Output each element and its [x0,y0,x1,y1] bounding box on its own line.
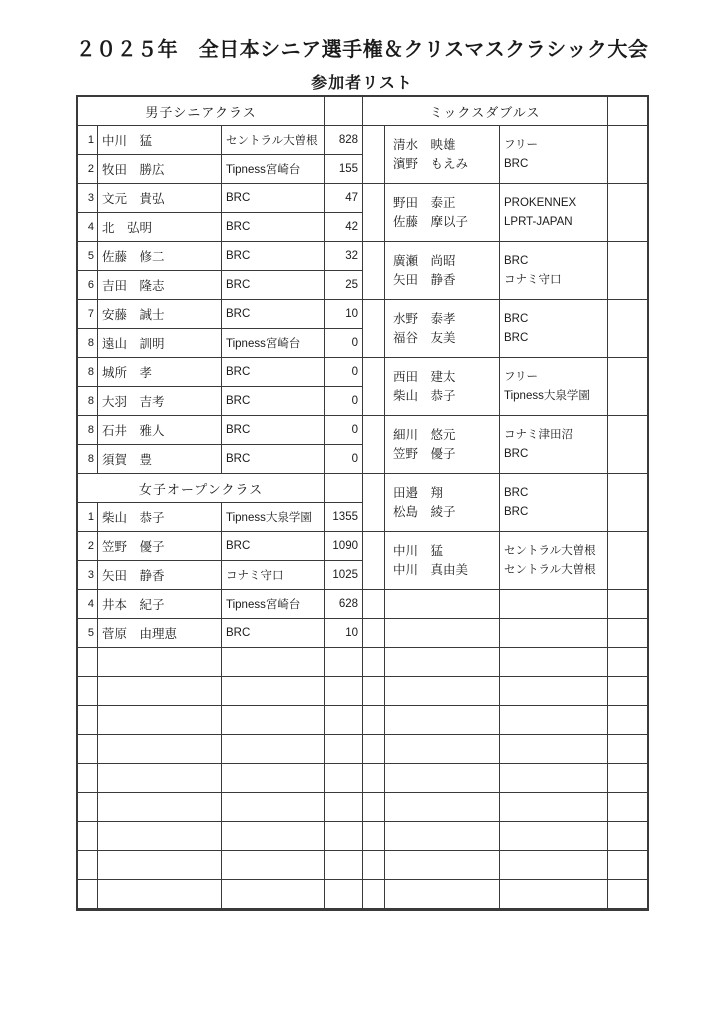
pair-clubs-cell [500,416,608,474]
empty-cell [500,590,608,619]
empty-cell [222,764,325,793]
club-cell: Tipness宮崎台 [222,155,325,184]
player2-name: 濱野 もえみ [393,156,469,171]
player2-club: Tipness大泉学園 [504,389,590,402]
club-cell: BRC [222,271,325,300]
player2-name: 矢田 静香 [393,272,456,287]
player2-club: LPRT-JAPAN [504,215,573,228]
empty-row [78,706,363,735]
spacer-cell [363,648,385,677]
empty-cell [325,793,363,822]
empty-cell [98,880,222,909]
player-name-cell: 遠山 訓明 [98,329,222,358]
pair-points-cell [608,184,647,242]
player-row [78,532,363,561]
player2-name: 笠野 優子 [393,446,456,461]
player-name-cell: 北 弘明 [98,213,222,242]
player2-name: 福谷 友美 [393,330,456,345]
pair-names-cell [385,126,500,184]
empty-row [78,764,363,793]
empty-cell [385,735,500,764]
left-empty-rows-group [78,648,363,909]
player2-club: BRC [504,505,529,518]
pair-row [363,474,647,532]
empty-cell [385,822,500,851]
player-name-cell: 文元 貴弘 [98,184,222,213]
men-class-header-row [78,97,363,126]
empty-cell [500,822,608,851]
empty-cell [98,822,222,851]
player2-name: 柴山 恭子 [393,388,456,403]
points-cell: 1025 [325,561,363,590]
spacer-cell [363,619,385,648]
points-cell: 0 [325,416,363,445]
row-number-cell: 7 [78,300,98,329]
points-header-cell [325,97,363,126]
player-name-cell: 笠野 優子 [98,532,222,561]
empty-row [78,648,363,677]
player-row [78,445,363,474]
empty-row [78,677,363,706]
points-cell: 10 [325,300,363,329]
mixed-doubles-header-row [363,97,647,126]
empty-cell [222,735,325,764]
empty-row [78,735,363,764]
player-row [78,271,363,300]
empty-row [363,590,647,619]
spacer-cell [363,822,385,851]
row-number-cell: 3 [78,561,98,590]
points-cell: 0 [325,387,363,416]
club-cell: BRC [222,445,325,474]
empty-cell [222,880,325,909]
player-name-cell: 菅原 由理恵 [98,619,222,648]
pair-clubs-cell [500,358,608,416]
player1-name: 野田 泰正 [393,195,456,210]
club-cell: コナミ守口 [222,561,325,590]
row-number-cell: 5 [78,619,98,648]
empty-cell [500,793,608,822]
club-cell: Tipness宮崎台 [222,329,325,358]
empty-cell [78,648,98,677]
page-title: ２０２５年 全日本シニア選手権＆クリスマスクラシック大会 [75,39,649,61]
player-row [78,387,363,416]
mixed-doubles-table [363,97,647,909]
row-number-cell: 4 [78,590,98,619]
empty-cell [222,851,325,880]
empty-cell [385,764,500,793]
player1-name: 廣瀬 尚昭 [393,253,456,268]
pair-row [363,532,647,590]
empty-row [363,735,647,764]
women-rows-group [78,503,363,648]
player2-name: 佐藤 摩以子 [393,214,469,229]
spacer-cell [363,880,385,909]
pair-names-cell [385,184,500,242]
empty-cell [325,706,363,735]
empty-cell [222,648,325,677]
pair-rows-group [363,126,647,590]
empty-cell [78,706,98,735]
empty-cell [78,677,98,706]
player2-club: セントラル大曽根 [504,563,596,576]
empty-row [363,880,647,909]
empty-cell [222,793,325,822]
player-row [78,184,363,213]
participants-table [76,95,649,911]
row-number-cell: 8 [78,416,98,445]
empty-cell [385,590,500,619]
empty-cell [500,677,608,706]
pair-names-cell [385,242,500,300]
empty-row [78,822,363,851]
pair-clubs-cell [500,184,608,242]
player-name-cell: 柴山 恭子 [98,503,222,532]
empty-row [363,764,647,793]
player-name-cell: 牧田 勝広 [98,155,222,184]
points-cell: 1355 [325,503,363,532]
men-class-header-cell: 男子シニアクラス [78,97,325,126]
player1-name: 中川 猛 [393,543,444,558]
player2-name: 松島 綾子 [393,504,456,519]
points-cell: 0 [325,358,363,387]
empty-cell [98,677,222,706]
empty-cell [98,793,222,822]
pair-names-cell [385,300,500,358]
points-cell: 1090 [325,532,363,561]
empty-cell [500,648,608,677]
empty-cell [78,764,98,793]
spacer-cell [363,793,385,822]
row-number-cell: 1 [78,126,98,155]
player-name-cell: 矢田 静香 [98,561,222,590]
pair-points-cell [608,474,647,532]
pair-row [363,242,647,300]
row-number-cell: 4 [78,213,98,242]
empty-cell [98,648,222,677]
player-row [78,155,363,184]
player2-club: BRC [504,157,529,170]
club-cell: BRC [222,416,325,445]
empty-cell [78,793,98,822]
club-cell: BRC [222,242,325,271]
empty-cell [385,880,500,909]
empty-cell [608,764,647,793]
club-cell: Tipness大泉学園 [222,503,325,532]
club-cell: BRC [222,532,325,561]
empty-cell [500,735,608,764]
empty-cell [500,851,608,880]
spacer-cell [363,184,385,242]
pair-clubs-cell [500,474,608,532]
pair-names-cell [385,416,500,474]
player1-name: 田邉 翔 [393,485,444,500]
empty-cell [608,590,647,619]
player1-name: 西田 建太 [393,369,456,384]
player-name-cell: 井本 紀子 [98,590,222,619]
player-name-cell: 須賀 豊 [98,445,222,474]
empty-cell [78,735,98,764]
empty-cell [98,735,222,764]
empty-cell [78,822,98,851]
empty-row [363,706,647,735]
player1-club: セントラル大曽根 [504,544,596,557]
empty-cell [500,706,608,735]
spacer-cell [363,590,385,619]
empty-cell [608,677,647,706]
spacer-cell [363,764,385,793]
empty-cell [325,822,363,851]
right-empty-rows-group [363,590,647,909]
empty-cell [608,735,647,764]
player1-club: PROKENNEX [504,196,577,209]
club-cell: セントラル大曽根 [222,126,325,155]
player-row [78,242,363,271]
spacer-cell [363,735,385,764]
empty-cell [325,880,363,909]
row-number-cell: 8 [78,329,98,358]
pair-clubs-cell [500,300,608,358]
points-cell: 628 [325,590,363,619]
pair-clubs-cell [500,532,608,590]
pair-clubs-cell [500,126,608,184]
player2-club: BRC [504,331,529,344]
player-name-cell: 佐藤 修二 [98,242,222,271]
pair-row [363,126,647,184]
empty-cell [98,706,222,735]
points-cell: 828 [325,126,363,155]
empty-cell [385,793,500,822]
player1-name: 水野 泰孝 [393,311,456,326]
spacer-cell [363,677,385,706]
spacer-cell [363,416,385,474]
player-name-cell: 安藤 誠士 [98,300,222,329]
club-cell: BRC [222,387,325,416]
empty-cell [325,677,363,706]
points-cell: 47 [325,184,363,213]
player-row [78,126,363,155]
row-number-cell: 8 [78,445,98,474]
pair-points-cell [608,358,647,416]
player-row [78,213,363,242]
player-row [78,300,363,329]
player2-club: コナミ守口 [504,273,562,286]
empty-cell [385,677,500,706]
player1-club: フリー [504,370,539,383]
empty-cell [385,851,500,880]
row-number-cell: 8 [78,387,98,416]
empty-cell [608,648,647,677]
spacer-cell [363,242,385,300]
empty-cell [500,764,608,793]
pair-row [363,300,647,358]
men-rows-group [78,126,363,474]
player1-club: コナミ津田沼 [504,428,573,441]
points-cell: 0 [325,329,363,358]
row-number-cell: 3 [78,184,98,213]
empty-row [78,793,363,822]
player-row [78,358,363,387]
empty-cell [325,648,363,677]
player-name-cell: 城所 孝 [98,358,222,387]
points-cell: 32 [325,242,363,271]
empty-row [363,822,647,851]
empty-cell [385,648,500,677]
mixed-doubles-header-cell: ミックスダブルス [363,97,608,126]
empty-cell [222,677,325,706]
empty-cell [608,619,647,648]
pair-points-cell [608,300,647,358]
spacer-cell [363,358,385,416]
empty-cell [608,793,647,822]
empty-cell [385,619,500,648]
row-number-cell: 1 [78,503,98,532]
points-cell: 10 [325,619,363,648]
pair-clubs-cell [500,242,608,300]
empty-cell [98,851,222,880]
player1-club: BRC [504,486,529,499]
pair-names-cell [385,532,500,590]
empty-cell [222,822,325,851]
club-cell: BRC [222,300,325,329]
empty-cell [608,822,647,851]
empty-row [78,851,363,880]
row-number-cell: 8 [78,358,98,387]
pair-row [363,358,647,416]
points-cell: 0 [325,445,363,474]
points-cell: 155 [325,155,363,184]
points-cell: 25 [325,271,363,300]
left-class-table [78,97,363,909]
empty-cell [608,706,647,735]
points-header-cell [608,97,647,126]
club-cell: BRC [222,184,325,213]
row-number-cell: 2 [78,532,98,561]
empty-cell [78,851,98,880]
player-row [78,503,363,532]
player1-name: 細川 悠元 [393,427,456,442]
empty-cell [385,706,500,735]
pair-points-cell [608,532,647,590]
spacer-cell [363,706,385,735]
player-row [78,590,363,619]
points-header-cell [325,474,363,503]
empty-row [363,793,647,822]
spacer-cell [363,851,385,880]
club-cell: BRC [222,213,325,242]
player-name-cell: 中川 猛 [98,126,222,155]
points-cell: 42 [325,213,363,242]
pair-names-cell [385,358,500,416]
empty-cell [325,764,363,793]
player-row [78,619,363,648]
empty-cell [325,735,363,764]
spacer-cell [363,474,385,532]
empty-cell [608,851,647,880]
player-name-cell: 石井 雅人 [98,416,222,445]
player-name-cell: 大羽 吉考 [98,387,222,416]
empty-cell [608,880,647,909]
empty-row [78,880,363,909]
row-number-cell: 2 [78,155,98,184]
empty-cell [78,880,98,909]
empty-row [363,619,647,648]
player1-club: フリー [504,138,539,151]
player-row [78,561,363,590]
player-row [78,416,363,445]
empty-row [363,851,647,880]
women-class-header-row [78,474,363,503]
empty-cell [500,619,608,648]
spacer-cell [363,126,385,184]
empty-row [363,648,647,677]
pair-points-cell [608,242,647,300]
spacer-cell [363,532,385,590]
pair-row [363,416,647,474]
empty-cell [500,880,608,909]
player2-club: BRC [504,447,529,460]
pair-points-cell [608,126,647,184]
page-subtitle: 参加者リスト [311,75,413,92]
row-number-cell: 6 [78,271,98,300]
empty-cell [98,764,222,793]
club-cell: BRC [222,619,325,648]
club-cell: Tipness宮崎台 [222,590,325,619]
player1-club: BRC [504,254,529,267]
player2-name: 中川 真由美 [393,562,469,577]
spacer-cell [363,300,385,358]
pair-names-cell [385,474,500,532]
player1-club: BRC [504,312,529,325]
pair-points-cell [608,416,647,474]
player1-name: 清水 映雄 [393,137,456,152]
club-cell: BRC [222,358,325,387]
pair-row [363,184,647,242]
player-name-cell: 吉田 隆志 [98,271,222,300]
empty-cell [222,706,325,735]
empty-row [363,677,647,706]
empty-cell [325,851,363,880]
player-row [78,329,363,358]
row-number-cell: 5 [78,242,98,271]
women-class-header-cell: 女子オープンクラス [78,474,325,503]
